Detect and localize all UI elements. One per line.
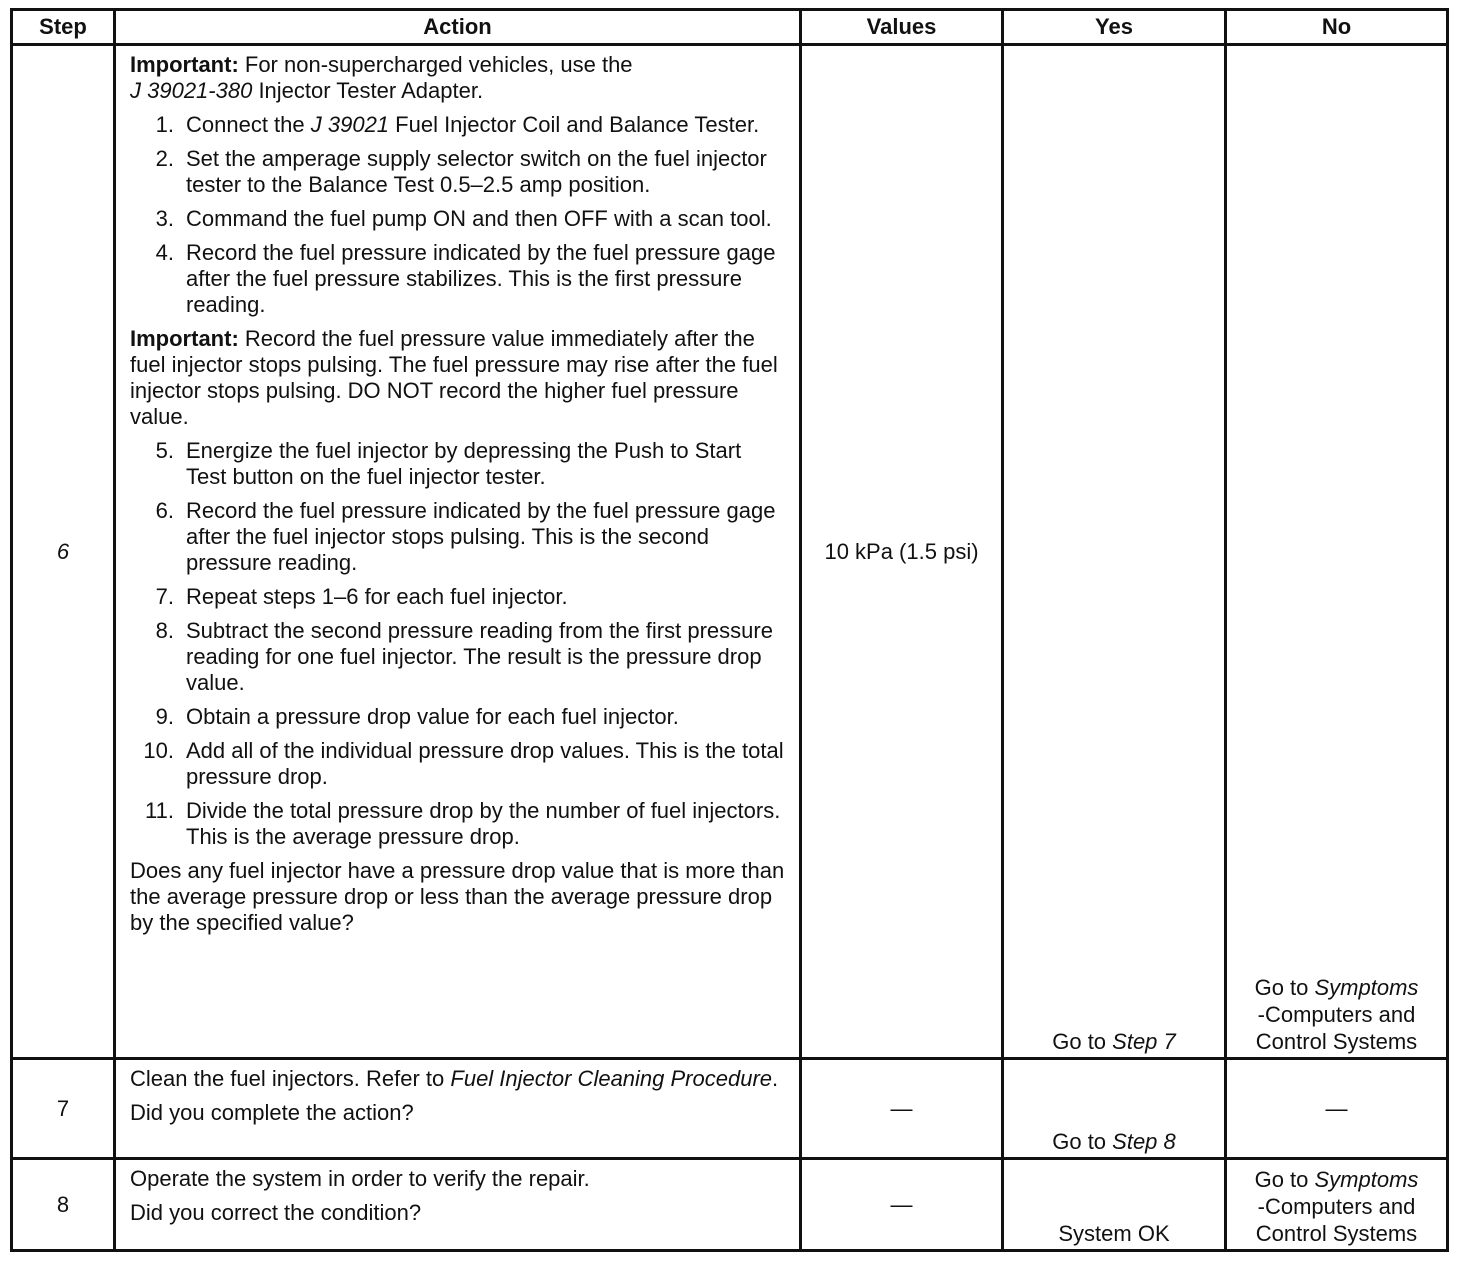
list-item: 5. Energize the fuel injector by depressing the Push to Start Test button on the fuel injector tester. [155,438,742,489]
yes-cell: System OK [1003,1159,1226,1251]
step-number: 6 [12,45,115,1059]
header-no: No [1226,10,1448,45]
procedure-ref-link: Fuel Injector Cleaning Procedure [450,1066,773,1091]
question-text: Did you complete the action? [130,1100,414,1125]
list-item: 7. Repeat steps 1–6 for each fuel injector. [155,584,568,609]
list-item: 1. Connect the J 39021 Fuel Injector Coil and Balance Tester. [155,112,760,137]
tool-ref: J 39021 [310,112,390,137]
header-row [12,10,1448,45]
diagnostic-table [10,8,1449,1252]
question-text: Did you correct the condition? [130,1200,422,1225]
yes-cell: Go to Step 8 [1003,1059,1226,1159]
value-cell: — [801,1059,1003,1159]
no-cell: Go to Symptoms -Computers and Control Systems [1226,45,1448,1059]
important-label: Important: [130,52,239,77]
list-item: 3. Command the fuel pump ON and then OFF with a scan tool. [155,206,772,231]
table-row [12,1159,1448,1251]
important-label: Important: [130,326,239,351]
no-cell: — [1226,1059,1448,1159]
action-cell: Clean the fuel injectors. Refer to Fuel Injector Cleaning Procedure. Did you complete the action? [115,1059,801,1159]
list-item: 9. Obtain a pressure drop value for each fuel injector. [155,704,679,729]
value-cell: 10 kPa (1.5 psi) [801,45,1003,1059]
tool-ref: J 39021-380 [130,78,253,103]
list-item: 4. Record the fuel pressure indicated by the fuel pressure gage after the fuel pressure stabilizes. This is the first pressure reading. [155,240,776,317]
list-item: 6. Record the fuel pressure indicated by the fuel pressure gage after the fuel injector stops pulsing. This is the second pressure reading. [155,498,776,575]
header-values: Values [801,10,1003,45]
important-note: Important: Record the fuel pressure value immediately after the fuel injector stops pulsing. The fuel pressure may rise after the fuel injector stops pulsing. DO NOT record the higher fuel pressure value. [130,326,778,429]
symptoms-ref-link: Symptoms [1314,975,1419,1000]
header-step: Step [12,10,115,45]
list-item: 10. Add all of the individual pressure drop values. This is the total pressure drop. [143,738,784,789]
step-ref-link: Step 8 [1112,1129,1176,1154]
action-cell: Operate the system in order to verify the repair. Did you correct the condition? [115,1159,801,1251]
list-item: 2. Set the amperage supply selector switch on the fuel injector tester to the Balance Test 0.5–2.5 amp position. [155,146,767,197]
value-cell: — [801,1159,1003,1251]
list-item: 8. Subtract the second pressure reading from the first pressure reading for one fuel injector. The result is the pressure drop value. [155,618,773,695]
yes-cell: Go to Step 7 [1003,45,1226,1059]
header-yes: Yes [1003,10,1226,45]
header-action: Action [115,10,801,45]
symptoms-ref-link: Symptoms [1314,1167,1419,1192]
table-row [12,45,1448,1059]
step-number: 7 [12,1059,115,1159]
important-note: Important: For non-supercharged vehicles, use the J 39021-380 Injector Tester Adapter. [130,52,633,103]
table-row [12,1059,1448,1159]
list-item: 11. Divide the total pressure drop by the number of fuel injectors. This is the average pressure drop. [145,798,781,849]
step-number: 8 [12,1159,115,1251]
action-cell [115,45,801,1059]
step-ref-link: Step 7 [1112,1029,1176,1054]
question-text: Does any fuel injector have a pressure drop value that is more than the average pressure drop or less than the average pressure drop by the specified value? [130,858,785,935]
no-cell: Go to Symptoms -Computers and Control Systems [1226,1159,1448,1251]
